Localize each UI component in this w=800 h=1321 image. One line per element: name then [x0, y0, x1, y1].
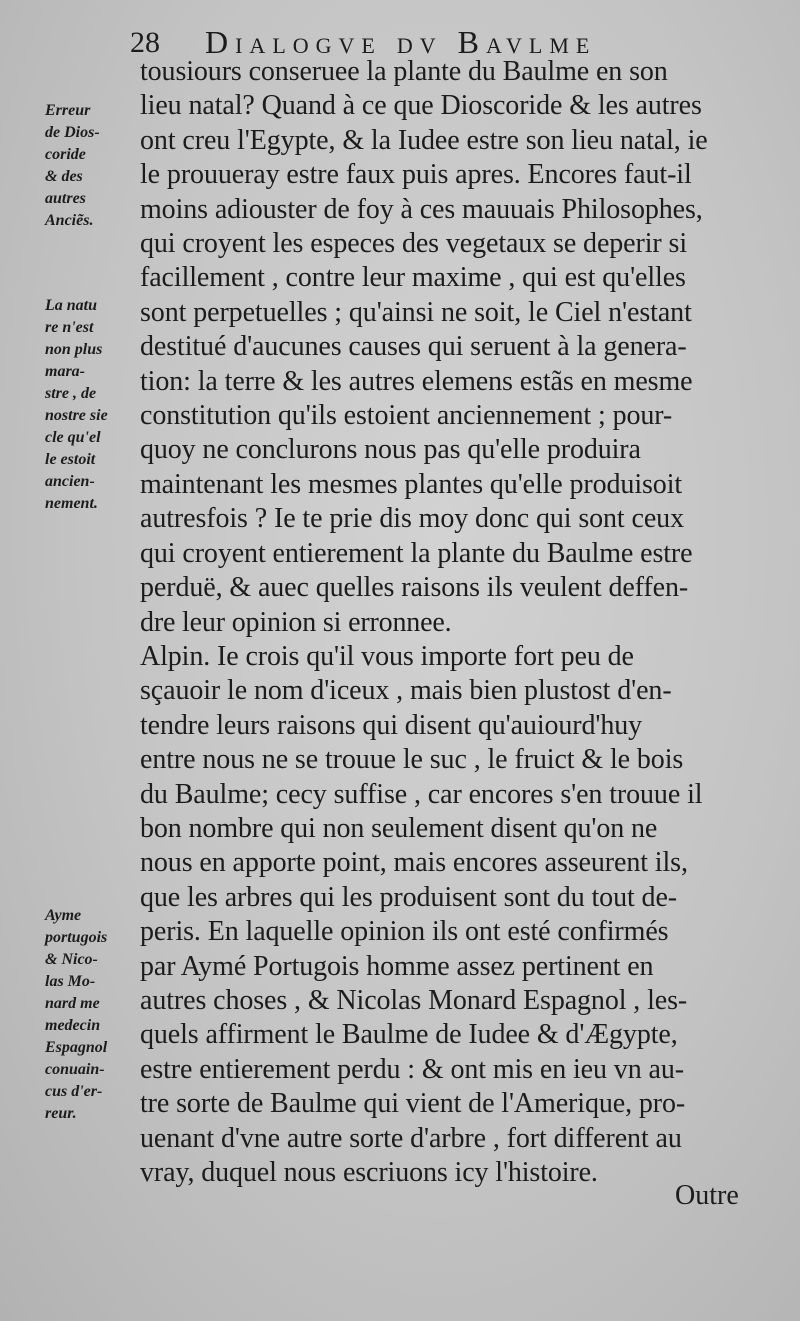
text-line: Alpin. Ie crois qu'il vous importe fort peu de	[140, 640, 634, 672]
margin-note-line: le estoit	[45, 451, 96, 468]
text-line: qui croyent les especes des vegetaux se deperir si	[140, 228, 688, 260]
margin-note-line: & des	[45, 168, 83, 185]
page-number: 28	[130, 26, 160, 59]
margin-note	[45, 295, 155, 515]
text-line: moins adiouster de foy à ces mauuais Philosophes,	[140, 193, 703, 225]
text-line: par Aymé Portugois homme assez pertinent en	[140, 950, 654, 982]
text-line: dre leur opinion si erronnee.	[140, 606, 452, 638]
margin-notes	[45, 100, 155, 1180]
text-line: que les arbres qui les produisent sont du tout de-	[140, 881, 678, 913]
margin-note-line: nement.	[45, 495, 98, 512]
margin-note-line: nostre sie	[45, 407, 108, 424]
text-line: estre entierement perdu : & ont mis en ieu vn au-	[140, 1053, 684, 1085]
margin-note-line: stre , de	[45, 385, 97, 402]
margin-note-line: coride	[45, 146, 86, 163]
text-line: vray, duquel nous escriuons icy l'histoire.	[140, 1157, 598, 1188]
margin-note-line: autres	[45, 190, 86, 207]
text-line: autres choses , & Nicolas Monard Espagnol , les-	[140, 984, 688, 1016]
margin-note-line: mara-	[45, 363, 85, 380]
text-line: tre sorte de Baulme qui vient de l'Amerique, pro-	[140, 1088, 686, 1120]
margin-note-line: non plus	[45, 341, 103, 358]
margin-note-line: conuain-	[45, 1061, 105, 1078]
margin-note-line: nard me	[45, 995, 100, 1012]
text-line: tion: la terre & les autres elemens estãs en mesme	[140, 365, 693, 397]
margin-note-line: cle qu'el	[45, 429, 101, 446]
text-line: facillement , contre leur maxime , qui est qu'elles	[140, 262, 686, 294]
text-line: qui croyent entierement la plante du Baulme estre	[140, 537, 693, 569]
text-line: autresfois ? Ie te prie dis moy donc qui sont ceux	[140, 503, 684, 535]
margin-note-line: portugois	[45, 929, 108, 946]
main-text	[140, 55, 770, 1190]
margin-note-line: Espagnol	[45, 1039, 108, 1056]
text-line: du Baulme; cecy suffise , car encores s'en trouue il	[140, 778, 703, 810]
text-line: quels affirment le Baulme de Iudee & d'Ægypte,	[140, 1019, 678, 1051]
running-title: Dialogve dv Bavlme	[205, 24, 597, 60]
margin-note-line: Anciẽs.	[45, 212, 94, 229]
margin-note-line: medecin	[45, 1017, 101, 1034]
text-line: tendre leurs raisons qui disent qu'auiourd'huy	[140, 709, 642, 741]
margin-note-line: cus d'er-	[45, 1083, 103, 1100]
text-line: sçauoir le nom d'iceux , mais bien plustost d'en-	[140, 675, 672, 707]
text-line: tousiours conseruee la plante du Baulme en son	[140, 56, 668, 87]
margin-note-line: de Dios-	[45, 124, 100, 141]
text-line: lieu natal? Quand à ce que Dioscoride & les autres	[140, 90, 702, 122]
text-line: entre nous ne se trouue le suc , le fruict & le bois	[140, 744, 684, 776]
margin-note	[45, 100, 155, 232]
margin-note-line: La natu	[45, 297, 98, 314]
text-line: bon nombre qui non seulement disent qu'on ne	[140, 812, 658, 844]
catchword: Outre	[675, 1180, 739, 1211]
margin-note-line: & Nico-	[45, 951, 98, 968]
text-line: sont perpetuelles ; qu'ainsi ne soit, le Ciel n'estant	[140, 296, 692, 328]
margin-note-line: ancien-	[45, 473, 95, 490]
text-line: destitué d'aucunes causes qui seruent à la genera-	[140, 331, 687, 363]
text-line: le prouueray estre faux puis apres. Encores faut-il	[140, 159, 692, 191]
text-line: peris. En laquelle opinion ils ont esté confirmés	[140, 916, 669, 948]
text-line: nous en apporte point, mais encores asseurent ils,	[140, 847, 688, 879]
text-line: quoy ne conclurons nous pas qu'elle produira	[140, 434, 641, 466]
text-line: maintenant les mesmes plantes qu'elle produisoit	[140, 468, 683, 500]
text-line: ont creu l'Egypte, & la Iudee estre son lieu natal, ie	[140, 124, 708, 156]
margin-note-line: Erreur	[45, 102, 91, 119]
margin-note-line: re n'est	[45, 319, 94, 336]
margin-note-line: reur.	[45, 1105, 77, 1122]
text-line: uenant d'vne autre sorte d'arbre , fort different au	[140, 1122, 682, 1154]
text-line: constitution qu'ils estoient anciennement ; pour-	[140, 400, 673, 432]
margin-note-line: Ayme	[45, 907, 82, 924]
text-line: perduë, & auec quelles raisons ils veulent deffen-	[140, 572, 689, 604]
margin-note-line: las Mo-	[45, 973, 96, 990]
margin-note	[45, 905, 155, 1125]
